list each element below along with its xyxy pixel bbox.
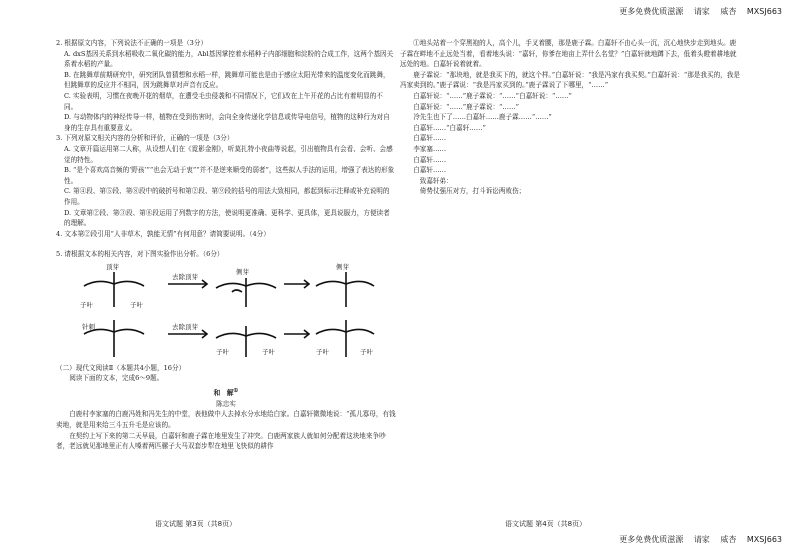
- label-remove-top-bud: 去除顶芽: [172, 272, 198, 281]
- q2-option-d: D. 与动物体内的神经传导一样，植物在受到伤害时，会向全身传递化学信息或传导电信号，植物的这种行为对自身的生存具有重要意义。: [64, 113, 390, 132]
- label-top-bud: 顶芽: [106, 262, 119, 271]
- q3-option-a: A. 文章开篇运用第二人称，从设想人们在《霓影金刚》，听莫扎特小夜曲等说起，引出植物具有会看、会听、会感觉的特性。: [64, 144, 393, 164]
- right-para-3: 白嘉轩说：“……”鹿子霖说：“……”白嘉轩说：“……”: [413, 91, 572, 100]
- q3-option-d: D. 文章第②段、第③段、第⑧段运用了列数字的方法，使说明更准确、更科学、更具体，更具说服力，方便读者的理解。: [64, 208, 390, 228]
- bottom-code: MXSJ663: [746, 535, 782, 544]
- label-side-leaf: 子叶: [216, 347, 229, 356]
- label-side-leaf-3: 子叶: [316, 347, 329, 356]
- right-page: [400, 38, 740, 528]
- header-action: 请家: [693, 7, 710, 16]
- question-4: 4. 文本第②段引用“人非草木，孰能无情”有何用意？请简要说明。（4分）: [56, 229, 270, 238]
- label-side-bud: 侧芽: [236, 267, 249, 276]
- q2-option-b: B. 在跳舞草前期研究中，研究团队曾猜想和水稻一样，跳舞草可能也是由于感应太阳光带来的温度变化而跳舞，但跳舞草的反应并不相同，因为跳舞草对声音有反应。: [64, 70, 390, 90]
- header-promo-text: 更多免费优质滋源: [619, 7, 684, 16]
- bottom-promo: [611, 534, 782, 545]
- q3-option-c: C. 第④段、第⑤段、第⑧段中的破折号和第②段、第⑨段的括号的用法大致相同，都起到标示注释或补充说明的作用。: [64, 187, 390, 206]
- right-para-2: 鹿子霖说：“那块地，就是我买下的，就这个样。”白嘉轩说：“我是冯家有我买契。”白嘉轩说：“那是我买的，我是冯家卖到的。”鹿子霖说：“我是冯家买到的。”鹿子霖说了下哪里，“……”: [400, 70, 740, 90]
- plant-experiment-diagram: [76, 262, 376, 360]
- right-page-footer: 语文试题 第4页（共8页）: [505, 520, 587, 528]
- section-2-heading: （二）现代文阅读Ⅱ（本题共4小题，16分）: [56, 363, 186, 372]
- passage-para-1: 白鹿村李家塞的白鹿冯姓和冯先生的中堂，表他做中人去掉水分水地给白家。白嘉轩微微地说：“孤儿寡母，有钱卖地，就是用来给三斗五升毛是应该的。: [56, 410, 396, 430]
- right-para-8: 李家塞……: [413, 144, 447, 153]
- plant-diagram-drawing: [76, 262, 376, 360]
- left-page: [56, 38, 396, 528]
- bottom-promo-text: 更多免费优质滋源: [619, 535, 684, 544]
- label-remove-top-bud-2: 去除顶芽: [172, 322, 198, 331]
- bottom-action2: 威杏: [720, 535, 737, 544]
- question-3: 3. 下列对原文相关内容的分析和评价，正确的一项是（3分）: [56, 134, 234, 143]
- header-promo: [611, 6, 782, 17]
- right-letter-greeting: 致嘉轩弟：: [413, 176, 453, 185]
- label-leaf-2: 子叶: [130, 300, 143, 309]
- right-para-7: 白嘉轩……: [413, 134, 447, 143]
- header-code: MXSJ663: [746, 7, 782, 16]
- q3-option-b: B. “是个喜欢高音频的‘野孩’”“也会无动于衷”“并不是逆来顺受的弱者”，这些拟人手法的运用，增强了表达的形象性。: [64, 166, 395, 185]
- label-side-leaf-4: 子叶: [360, 347, 373, 356]
- section-2-instruction: 阅读下面的文本，完成6～9题。: [69, 374, 164, 383]
- right-para-5: 冷先生也下了……白嘉轩……鹿子霖……“……”: [413, 113, 552, 122]
- header-action2: 威杏: [720, 7, 737, 16]
- question-5: 5. 请根据文本的相关内容，对下图实验作出分析。（6分）: [56, 250, 224, 259]
- right-para-10: 白嘉轩……: [413, 166, 447, 175]
- label-side-bud-2: 侧芽: [336, 262, 349, 271]
- passage-para-2: 在契约上写下来的第二天早晨，白嘉轩和鹿子霖在地里发生了冲突。白鹿两家族人就如何分配着这块地来争吵者，老远就见那地里正有人嗓着两匹骡子大马双套步犁在地里飞快似的耕作: [56, 431, 386, 451]
- bottom-action: 请家: [693, 535, 710, 544]
- passage-title-text: 和 解: [213, 389, 234, 398]
- right-letter-line: 倚势仗强压对方，打斗诉讼两败伤；: [413, 187, 526, 196]
- left-page-footer: 语文试题 第3页（共8页）: [155, 520, 237, 528]
- passage-title-footnote: ①: [233, 388, 239, 395]
- label-leaf: 子叶: [80, 300, 93, 309]
- label-needle: 针刺: [82, 322, 95, 331]
- question-2: 2. 根据原文内容，下列说法不正确的一项是（3分）: [56, 39, 208, 47]
- right-para-1: ①地头站着一个穿黑袍的人，高个儿，手叉着腰，那是鹿子霖。白嘉轩不由心头一沉，沉心地快步走到地头。鹿子霖在畔地不止远处当着，看着地头说：“嘉轩，你爹在地亩上弄什么名堂？”白嘉轩就地蹲下去，低着头瞪着耕地就远处的地。白嘉轩说着就着。: [400, 39, 737, 69]
- q2-option-a: A. dxS基因关系到水稻吸收二氧化碳的能力，Abl基因掌控着水稻种子内部细胞和淀粉的合成工作，这两个基因关系着水稻的产量。: [64, 49, 394, 69]
- right-para-6: 白嘉轩……“白嘉轩……”: [413, 123, 486, 132]
- right-para-9: 白嘉轩……: [413, 155, 447, 164]
- passage-title: [56, 386, 396, 399]
- passage-author: 陈忠实: [216, 399, 236, 408]
- right-para-4: 白嘉轩说：“……”鹿子霖说：“……”: [413, 102, 519, 111]
- label-side-leaf-2: 子叶: [262, 347, 275, 356]
- q2-option-c: C. 实验表明，习惯在夜晚开花的烟草，在遭受毛虫侵袭和不同情况下，它们改在上午开花的占比有着明显的不同。: [64, 91, 383, 111]
